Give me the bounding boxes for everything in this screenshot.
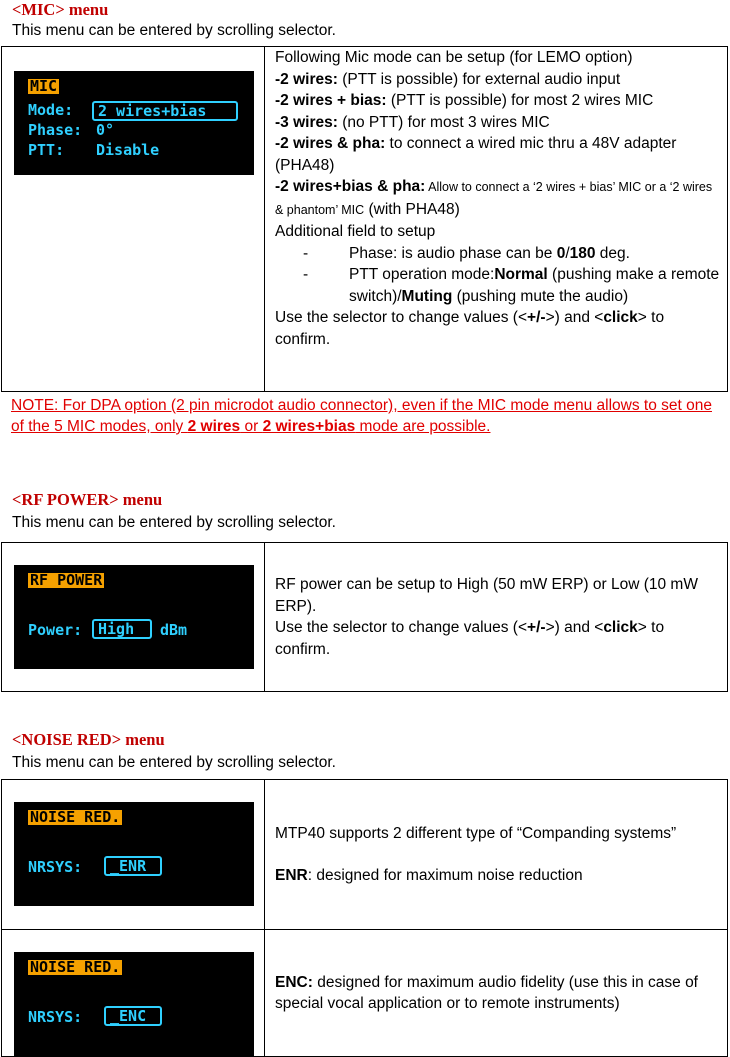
mic-subtitle: This menu can be entered by scrolling selector. — [12, 22, 336, 39]
noise-screen-enc-label: NRSYS: — [28, 1008, 83, 1026]
noise-screen-enc — [14, 952, 254, 1056]
noise-subtitle: This menu can be entered by scrolling selector. — [12, 754, 336, 771]
rf-screen-power-value: High — [92, 619, 152, 639]
rf-screen-unit: dBm — [160, 621, 188, 639]
noise-screen-enr-value: _ENR — [104, 856, 162, 876]
mic-screen — [14, 71, 254, 175]
noise-intro: MTP40 supports 2 different type of “Companding systems” — [275, 824, 677, 842]
mic-screen-mode-label: Mode: — [28, 101, 74, 119]
mic-table — [1, 46, 728, 392]
rf-table — [1, 542, 728, 692]
mic-mode-item: -2 wires: (PTT is possible) for external audio input — [275, 70, 621, 88]
noise-table — [1, 779, 728, 1057]
mic-selector-instruction: Use the selector to change values (<+/->) and <click> to confirm. — [275, 309, 665, 348]
rf-subtitle: This menu can be entered by scrolling selector. — [12, 514, 336, 531]
noise-screen1-cell — [2, 780, 265, 930]
noise-enr-description: ENR: designed for maximum noise reduction — [275, 867, 583, 884]
rf-screen-header: RF POWER — [30, 571, 103, 589]
mic-screen-header: MIC — [30, 77, 58, 95]
noise-enc-description: ENC: designed for maximum audio fidelity (use this in case of special vocal application or to remote instruments) — [275, 973, 698, 1012]
rf-heading: <RF POWER> menu — [12, 490, 163, 509]
noise-enc-cell — [265, 930, 728, 1057]
mic-screen-ptt-label: PTT: — [28, 141, 65, 159]
mic-mode-item: -2 wires+bias & pha: Allow to connect a ‘2 wires + bias’ MIC or a ‘2 wires & phantom’ MIC (with PHA48) — [275, 178, 713, 218]
noise-screen2-cell — [2, 930, 265, 1057]
mic-mode-item: -2 wires + bias: (PTT is possible) for most 2 wires MIC — [275, 92, 654, 109]
mic-screen-cell — [2, 47, 265, 392]
mic-intro: Following Mic mode can be setup (for LEMO option) — [275, 49, 633, 66]
mic-mode-item: -3 wires: (no PTT) for most 3 wires MIC — [275, 113, 550, 131]
rf-screen-power-label: Power: — [28, 621, 83, 639]
rf-description-cell — [265, 543, 728, 692]
noise-screen-enc-value: _ENC — [104, 1006, 162, 1026]
mic-screen-mode-value: 2 wires+bias — [92, 101, 238, 121]
rf-screen — [14, 565, 254, 669]
mic-heading: <MIC> menu — [12, 0, 109, 19]
rf-description: RF power can be setup to High (50 mW ERP) or Low (10 mW ERP). — [275, 576, 698, 615]
mic-ptt-bullet: - PTT operation mode:Normal (pushing make a remote switch)/Muting (pushing mute the audio) — [303, 266, 720, 305]
noise-screen-enr-header: NOISE RED. — [30, 808, 121, 826]
noise-screen-enr — [14, 802, 254, 906]
mic-additional: Additional field to setup — [275, 223, 436, 240]
rf-selector-instruction: Use the selector to change values (<+/->) and <click> to confirm. — [275, 619, 665, 658]
mic-screen-ptt-value: Disable — [96, 141, 160, 159]
noise-enr-cell — [265, 780, 728, 930]
noise-heading: <NOISE RED> menu — [12, 730, 165, 749]
noise-screen-enc-header: NOISE RED. — [30, 958, 121, 976]
mic-phase-bullet: - Phase: is audio phase can be 0/180 deg. — [303, 244, 630, 262]
mic-mode-item: -2 wires & pha: to connect a wired mic thru a 48V adapter (PHA48) — [275, 135, 677, 174]
mic-dpa-note: NOTE: For DPA option (2 pin microdot audio connector), even if the MIC mode menu allows to set one of the 5 MIC modes, only 2 wires or 2 wires+bias mode are possible. — [11, 397, 712, 435]
mic-screen-phase-value: 0° — [96, 121, 115, 139]
mic-description-cell — [265, 47, 728, 392]
noise-screen-enr-label: NRSYS: — [28, 858, 83, 876]
mic-screen-phase-label: Phase: — [28, 121, 83, 139]
rf-screen-cell — [2, 543, 265, 692]
